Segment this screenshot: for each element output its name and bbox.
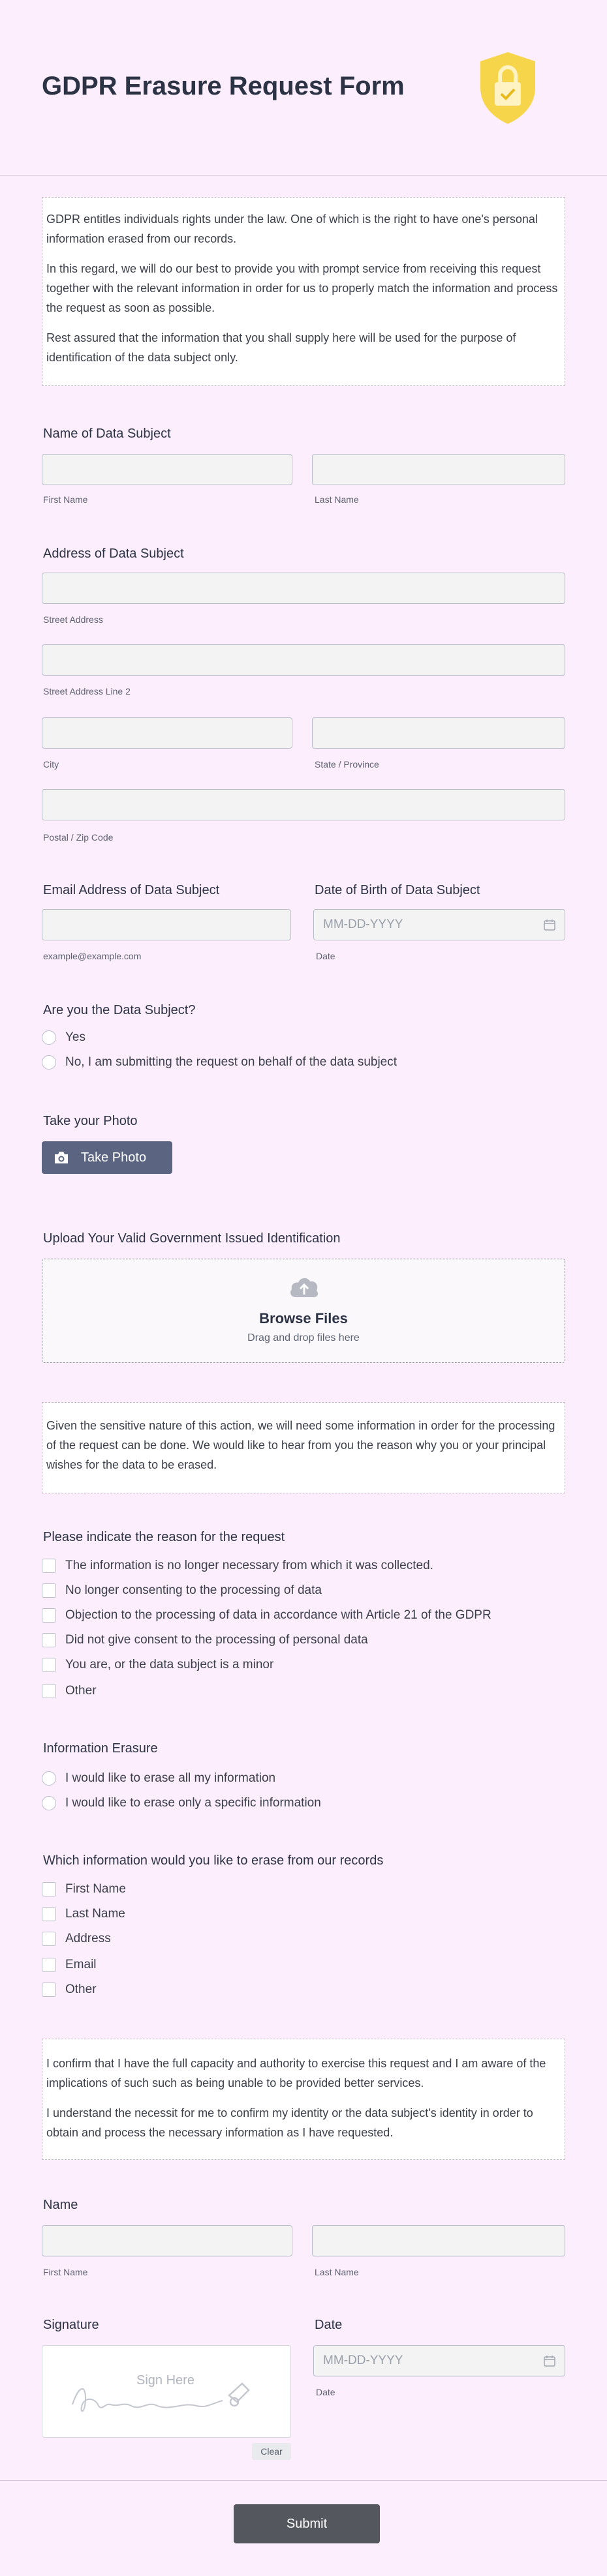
street-address-input[interactable] [42, 573, 565, 604]
state-sublabel: State / Province [315, 759, 379, 770]
confirmation-text: I confirm that I have the full capacity and authority to exercise this request and I am aware of the implications of such such as being unable to be provided better services. I understand the necessit for me to confirm my identity or the data subject's identity in order to obtain and process the necessary information as I have requested. [42, 2039, 565, 2160]
last-name-sublabel: Last Name [315, 2267, 359, 2277]
address-label: Address of Data Subject [43, 547, 184, 561]
browse-files-link[interactable]: Browse Files [259, 1310, 348, 1326]
date-placeholder: MM-DD-YYYY [323, 2354, 403, 2367]
signature-scribble-icon [66, 2378, 262, 2418]
last-name-input[interactable] [312, 2225, 565, 2256]
upload-label: Upload Your Valid Government Issued Identification [43, 1231, 341, 1246]
dob-sublabel: Date [316, 951, 335, 961]
date-sublabel: Date [316, 2387, 335, 2397]
radio-button[interactable] [42, 1771, 56, 1786]
photo-label: Take your Photo [43, 1114, 138, 1128]
subject-last-name-input[interactable] [312, 454, 565, 485]
sensitive-info-text: Given the sensitive nature of this action, we will need some information in order for the processing of the request can be done. We would like to hear from you the reason why you or your principal wishes for the data to be erased. [42, 1402, 565, 1493]
checkbox[interactable] [42, 1633, 56, 1647]
city-sublabel: City [43, 759, 59, 770]
name-subject-label: Name of Data Subject [43, 427, 171, 441]
radio-button[interactable] [42, 1055, 56, 1070]
form-header [0, 0, 607, 176]
subject-first-name-input[interactable] [42, 454, 292, 485]
street-address-sublabel: Street Address [43, 614, 103, 625]
camera-icon [54, 1150, 69, 1165]
submit-button[interactable]: Submit [234, 2504, 380, 2543]
email-input[interactable] [42, 909, 291, 940]
intro-text [42, 197, 565, 386]
checkbox[interactable] [42, 1932, 56, 1946]
dob-label: Date of Birth of Data Subject [315, 883, 480, 897]
signature-pad[interactable] [42, 2345, 291, 2438]
calendar-icon[interactable] [544, 919, 555, 931]
signature-placeholder: Sign Here [136, 2373, 195, 2388]
zip-sublabel: Postal / Zip Code [43, 832, 114, 843]
dob-input[interactable] [313, 909, 565, 940]
checkbox[interactable] [42, 1684, 56, 1698]
is-subject-label: Are you the Data Subject? [43, 1003, 196, 1017]
first-name-sublabel: First Name [43, 494, 88, 505]
checkbox[interactable] [42, 1658, 56, 1672]
radio-button[interactable] [42, 1030, 56, 1045]
checkbox[interactable] [42, 1907, 56, 1921]
last-name-sublabel: Last Name [315, 494, 359, 505]
form-title: GDPR Erasure Request Form [42, 72, 405, 100]
checkbox[interactable] [42, 1583, 56, 1598]
checkbox[interactable] [42, 1958, 56, 1972]
calendar-icon[interactable] [544, 2355, 555, 2367]
first-name-sublabel: First Name [43, 2267, 88, 2277]
name-label: Name [43, 2198, 78, 2212]
intro-paragraph: Rest assured that the information that you shall supply here will be used for the purpose of identification of the data subject only. [46, 331, 516, 364]
intro-paragraph: In this regard, we will do our best to provide you with prompt service from receiving this request together with the relevant information in order for us to properly match the information and process the request as soon as possible. [46, 262, 558, 314]
dob-placeholder: MM-DD-YYYY [323, 918, 403, 931]
date-label: Date [315, 2318, 343, 2332]
street-address-2-sublabel: Street Address Line 2 [43, 686, 131, 696]
which-info-label: Which information would you like to erase from our records [43, 1853, 384, 1868]
shield-lock-icon [476, 50, 539, 127]
intro-paragraph: GDPR entitles individuals rights under the law. One of which is the right to have one's personal information erased from our records. [46, 213, 538, 245]
erasure-label: Information Erasure [43, 1741, 158, 1756]
file-upload-dropzone[interactable] [42, 1259, 565, 1363]
drag-drop-hint: Drag and drop files here [247, 1332, 360, 1343]
state-input[interactable] [312, 717, 565, 749]
checkbox[interactable] [42, 1608, 56, 1623]
email-label: Email Address of Data Subject [43, 883, 220, 897]
footer-divider [0, 2480, 607, 2481]
checkbox[interactable] [42, 1882, 56, 1896]
clear-signature-button[interactable]: Clear [252, 2443, 291, 2460]
zip-input[interactable] [42, 789, 565, 820]
take-photo-button[interactable]: Take Photo [42, 1141, 172, 1174]
radio-button[interactable] [42, 1796, 56, 1810]
checkbox[interactable] [42, 1983, 56, 1997]
upload-cloud-icon [288, 1274, 320, 1300]
signature-label: Signature [43, 2318, 99, 2332]
email-sublabel: example@example.com [43, 951, 142, 961]
date-input[interactable] [313, 2345, 565, 2376]
form-page: GDPR Erasure Request Form GDPR entitles individuals rights under the law. One of which is the right to have one's personal information erased from our records. In this regard, we will do our best to provide you with prompt service from receiving this request together with the relevant information in order for us to properly match the information and process the request as soon as possible. Rest assured that the information that you shall supply here will be used for the purpose of identification of the data subject only. Name of Data Subject First Name Last Name Address of Data Subject Street Address Street Address Line 2 City State / Province Postal / Zip Code Email Address of Data Subject example@example.com Date of Birth of Data Subject MM-DD-YYYY Date Are you the Data Subject? Yes No, I am submitting the request on behalf of the data subject Take your Photo Take Photo Upload Your Valid Government Issued Identification Browse Files Drag and drop files here Given the sensitive nature of this action, we will need some information in order for the processing of the request can be done. We would like to hear from you the reason why you or your principal wishes for the data to be erased. Please indicate the reason for the request The information is no longer necessary from which it was collected. No longer consenting to the processing of data Objection to the processing of data in accordance with Article 21 of the GDPR Did not give consent to the processing of personal data You are, or the data subject is a minor Other Information Erasure I would like to erase all my information I would like to erase only a specific information Which information would you like to erase from our records First Name Last Name Address Email Other I confirm that I have the full capacity and authority to exercise this request and I am aware of the implications of such such as being unable to be provided better services. I understand the necessit for me to confirm my identity or the data subject's identity in order to obtain and process the necessary information as I have requested. Name First Name Last Name Signature Sign Here Clear Date MM-DD-YYYY Date Submit [0, 0, 607, 2576]
first-name-input[interactable] [42, 2225, 292, 2256]
city-input[interactable] [42, 717, 292, 749]
reason-label: Please indicate the reason for the request [43, 1530, 285, 1544]
street-address-2-input[interactable] [42, 644, 565, 676]
checkbox[interactable] [42, 1559, 56, 1573]
